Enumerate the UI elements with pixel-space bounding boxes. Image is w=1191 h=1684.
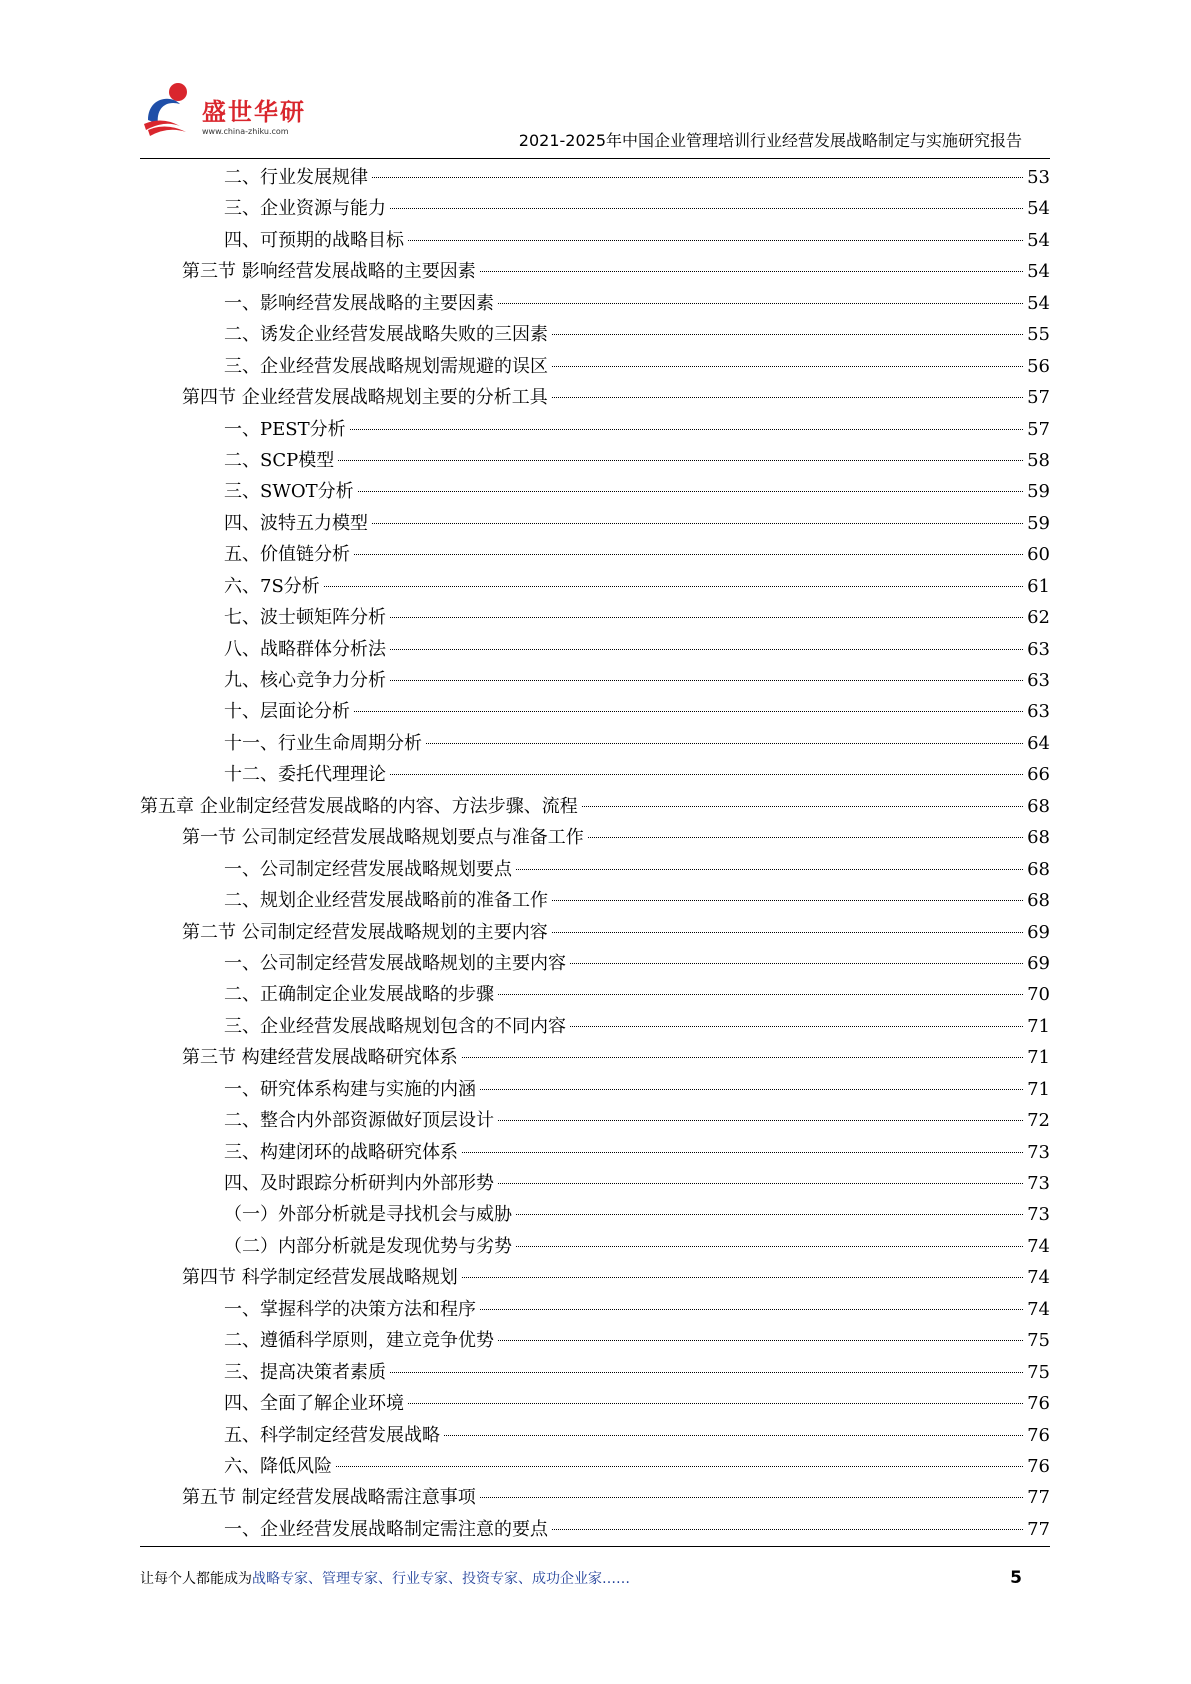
toc-entry-page: 56 [1027, 355, 1050, 377]
toc-entry[interactable] [140, 1514, 1050, 1545]
toc-entry[interactable] [140, 508, 1050, 539]
dot-leader [552, 900, 1023, 901]
dot-leader [552, 932, 1023, 933]
dot-leader [570, 1026, 1023, 1027]
company-logo [140, 80, 320, 142]
toc-entry-page: 57 [1027, 387, 1050, 409]
dot-leader [498, 1183, 1023, 1184]
toc-entry-label: 五、价值链分析 [224, 544, 350, 566]
table-of-contents [140, 162, 1050, 1545]
dot-leader [552, 1529, 1023, 1530]
dot-leader [390, 617, 1023, 618]
toc-entry[interactable] [140, 696, 1050, 727]
toc-entry-label: 一、公司制定经营发展战略规划的主要内容 [224, 952, 566, 974]
dot-leader [462, 1152, 1023, 1153]
footer-slogan-roles: 战略专家、管理专家、行业专家、投资专家、成功企业家…… [252, 1571, 630, 1587]
toc-entry-label: 四、全面了解企业环境 [224, 1393, 404, 1415]
toc-entry-page: 74 [1027, 1267, 1050, 1289]
toc-entry-label: 四、波特五力模型 [224, 512, 368, 534]
dot-leader [498, 303, 1023, 304]
toc-entry-label: 三、构建闭环的战略研究体系 [224, 1141, 458, 1163]
toc-entry-page: 54 [1027, 229, 1050, 251]
toc-entry-label: 三、企业资源与能力 [224, 198, 386, 220]
toc-entry-label: 二、正确制定企业发展战略的步骤 [224, 984, 494, 1006]
dot-leader [354, 554, 1023, 555]
toc-entry-page: 71 [1027, 1015, 1050, 1037]
dot-leader [498, 1340, 1023, 1341]
toc-entry-label: 四、可预期的战略目标 [224, 229, 404, 251]
toc-entry[interactable] [140, 193, 1050, 224]
logo-text: 盛世华研 [202, 98, 306, 126]
toc-entry-label: 一、影响经营发展战略的主要因素 [224, 292, 494, 314]
dot-leader [588, 837, 1023, 838]
toc-entry[interactable] [140, 1482, 1050, 1513]
toc-entry[interactable] [140, 1074, 1050, 1105]
toc-entry-page: 70 [1027, 984, 1050, 1006]
toc-entry[interactable] [140, 1325, 1050, 1356]
dot-leader [552, 397, 1023, 398]
toc-entry-label: 二、SCP模型 [224, 449, 335, 471]
toc-entry-page: 63 [1027, 670, 1050, 691]
toc-entry[interactable] [140, 1105, 1050, 1136]
toc-entry[interactable] [140, 854, 1050, 885]
dot-leader [372, 177, 1023, 178]
toc-entry[interactable] [140, 948, 1050, 979]
toc-entry-label: 二、整合内外部资源做好顶层设计 [224, 1110, 494, 1132]
toc-entry-label: 六、降低风险 [224, 1455, 332, 1477]
toc-entry-page: 73 [1027, 1173, 1050, 1194]
toc-entry-page: 73 [1027, 1204, 1050, 1226]
dot-leader [480, 1497, 1023, 1498]
toc-entry[interactable] [140, 602, 1050, 633]
toc-entry-page: 60 [1027, 544, 1050, 566]
toc-entry-page: 58 [1027, 449, 1050, 471]
page-number: 5 [1010, 1568, 1022, 1588]
toc-entry[interactable] [140, 1262, 1050, 1293]
toc-entry-page: 69 [1027, 952, 1050, 974]
dot-leader [408, 1403, 1023, 1404]
toc-entry[interactable] [140, 791, 1050, 822]
toc-entry-label: 第五节 制定经营发展战略需注意事项 [182, 1487, 476, 1509]
dot-leader [552, 366, 1023, 367]
toc-entry-label: （一）外部分析就是寻找机会与威胁 [224, 1204, 512, 1226]
dot-leader [498, 1120, 1023, 1121]
toc-entry-label: 一、企业经营发展战略制定需注意的要点 [224, 1518, 548, 1540]
toc-entry[interactable] [140, 979, 1050, 1010]
toc-entry-page: 53 [1027, 167, 1050, 188]
toc-entry-page: 71 [1027, 1047, 1050, 1069]
toc-entry[interactable] [140, 445, 1050, 476]
toc-entry-page: 54 [1027, 292, 1050, 314]
toc-entry[interactable] [140, 414, 1050, 445]
dot-leader [390, 1372, 1023, 1373]
toc-entry-page: 75 [1027, 1330, 1050, 1352]
toc-entry[interactable] [140, 634, 1050, 665]
dot-leader [426, 743, 1023, 744]
toc-entry-page: 75 [1027, 1361, 1050, 1383]
toc-entry-page: 66 [1027, 764, 1050, 786]
toc-entry-page: 54 [1027, 198, 1050, 220]
toc-entry-page: 77 [1027, 1487, 1050, 1509]
toc-entry-page: 59 [1027, 512, 1050, 534]
toc-entry[interactable] [140, 1042, 1050, 1073]
toc-entry-label: 一、研究体系构建与实施的内涵 [224, 1078, 476, 1100]
toc-entry[interactable] [140, 885, 1050, 916]
toc-entry[interactable] [140, 665, 1050, 696]
dot-leader [408, 240, 1023, 241]
toc-entry[interactable] [140, 319, 1050, 350]
toc-entry[interactable] [140, 1451, 1050, 1482]
toc-entry-page: 76 [1027, 1424, 1050, 1446]
toc-entry-label: 九、核心竞争力分析 [224, 670, 386, 691]
dot-leader [350, 429, 1024, 430]
toc-entry[interactable] [140, 759, 1050, 790]
toc-entry-page: 68 [1027, 890, 1050, 912]
toc-entry-label: 六、7S分析 [224, 575, 320, 597]
toc-entry-page: 63 [1027, 701, 1050, 723]
toc-entry-label: 一、掌握科学的决策方法和程序 [224, 1298, 476, 1320]
toc-entry-label: 二、行业发展规律 [224, 167, 368, 188]
toc-entry-page: 72 [1027, 1110, 1050, 1132]
toc-entry-page: 64 [1027, 732, 1050, 754]
toc-entry[interactable] [140, 1388, 1050, 1419]
dot-leader [336, 1466, 1023, 1467]
page-header [140, 80, 1050, 155]
toc-entry[interactable] [140, 1137, 1050, 1168]
toc-entry[interactable] [140, 288, 1050, 319]
dot-leader [390, 680, 1023, 681]
dot-leader [462, 1277, 1023, 1278]
toc-entry[interactable] [140, 822, 1050, 853]
toc-entry-page: 54 [1027, 261, 1050, 283]
toc-entry[interactable] [140, 476, 1050, 507]
toc-entry[interactable] [140, 1357, 1050, 1388]
toc-entry[interactable] [140, 382, 1050, 413]
toc-entry-page: 77 [1027, 1518, 1050, 1540]
toc-entry[interactable] [140, 1168, 1050, 1199]
toc-entry-label: 第三节 影响经营发展战略的主要因素 [182, 261, 476, 283]
toc-entry-label: 三、企业经营发展战略规划包含的不同内容 [224, 1015, 566, 1037]
toc-entry-label: 二、诱发企业经营发展战略失败的三因素 [224, 324, 548, 346]
logo-swoosh-icon [140, 80, 200, 142]
toc-entry[interactable] [140, 1294, 1050, 1325]
toc-entry-label: 三、提高决策者素质 [224, 1361, 386, 1383]
toc-entry-page: 62 [1027, 607, 1050, 629]
toc-entry-label: 三、SWOT分析 [224, 481, 354, 503]
toc-entry-page: 63 [1027, 638, 1050, 660]
toc-entry-label: 第四节 企业经营发展战略规划主要的分析工具 [182, 387, 548, 409]
toc-entry[interactable] [140, 1011, 1050, 1042]
page-footer [140, 1568, 1050, 1588]
toc-entry-page: 71 [1027, 1078, 1050, 1100]
toc-entry-page: 59 [1027, 481, 1050, 503]
toc-entry[interactable] [140, 1420, 1050, 1451]
dot-leader [462, 1057, 1023, 1058]
toc-entry[interactable] [140, 256, 1050, 287]
toc-entry[interactable] [140, 571, 1050, 602]
toc-entry-page: 57 [1027, 418, 1050, 440]
dot-leader [390, 649, 1023, 650]
toc-entry[interactable] [140, 351, 1050, 382]
toc-entry-page: 74 [1027, 1298, 1050, 1320]
dot-leader [516, 869, 1023, 870]
toc-entry-page: 76 [1027, 1455, 1050, 1477]
toc-entry-label: 二、规划企业经营发展战略前的准备工作 [224, 890, 548, 912]
dot-leader [338, 460, 1023, 461]
dot-leader [480, 1309, 1023, 1310]
dot-leader [516, 1246, 1023, 1247]
toc-entry-page: 73 [1027, 1141, 1050, 1163]
toc-entry-label: 四、及时跟踪分析研判内外部形势 [224, 1173, 494, 1194]
dot-leader [444, 1435, 1023, 1436]
toc-entry[interactable] [140, 917, 1050, 948]
toc-entry-label: 第一节 公司制定经营发展战略规划要点与准备工作 [182, 827, 584, 849]
toc-entry[interactable] [140, 539, 1050, 570]
toc-entry-page: 68 [1027, 795, 1050, 817]
toc-entry-label: 第二节 公司制定经营发展战略规划的主要内容 [182, 921, 548, 943]
dot-leader [570, 963, 1023, 964]
footer-divider [140, 1546, 1050, 1547]
toc-entry-label: 一、公司制定经营发展战略规划要点 [224, 858, 512, 880]
toc-entry-label: 十一、行业生命周期分析 [224, 732, 422, 754]
toc-entry-page: 55 [1027, 324, 1050, 346]
dot-leader [390, 208, 1023, 209]
header-divider [140, 158, 1050, 159]
toc-entry-page: 76 [1027, 1393, 1050, 1415]
dot-leader [354, 711, 1023, 712]
footer-slogan-prefix: 让每个人都能成为 [140, 1571, 252, 1587]
dot-leader [372, 523, 1023, 524]
toc-entry-page: 69 [1027, 921, 1050, 943]
toc-entry-label: 一、PEST分析 [224, 418, 346, 440]
dot-leader [480, 1089, 1023, 1090]
toc-entry-label: 七、波士顿矩阵分析 [224, 607, 386, 629]
toc-entry-label: 二、遵循科学原则，建立竞争优势 [224, 1330, 494, 1352]
toc-entry-label: 三、企业经营发展战略规划需规避的误区 [224, 355, 548, 377]
toc-entry-page: 61 [1027, 575, 1050, 597]
dot-leader [552, 334, 1023, 335]
toc-entry-label: 十、层面论分析 [224, 701, 350, 723]
logo-url: www.china-zhiku.com [202, 127, 289, 136]
toc-entry-label: 第三节 构建经营发展战略研究体系 [182, 1047, 458, 1069]
dot-leader [582, 806, 1023, 807]
toc-entry-label: 八、战略群体分析法 [224, 638, 386, 660]
dot-leader [324, 586, 1023, 587]
report-title: 2021-2025年中国企业管理培训行业经营发展战略制定与实施研究报告 [518, 131, 1022, 150]
toc-entry[interactable] [140, 728, 1050, 759]
toc-entry[interactable] [140, 1231, 1050, 1262]
dot-leader [516, 1214, 1023, 1215]
toc-entry[interactable] [140, 162, 1050, 193]
dot-leader [358, 491, 1023, 492]
toc-entry-label: （二）内部分析就是发现优势与劣势 [224, 1235, 512, 1257]
toc-entry-label: 五、科学制定经营发展战略 [224, 1424, 440, 1446]
toc-entry[interactable] [140, 1199, 1050, 1230]
toc-entry-page: 74 [1027, 1235, 1050, 1257]
dot-leader [390, 774, 1023, 775]
toc-entry-page: 68 [1027, 827, 1050, 849]
toc-entry-label: 第四节 科学制定经营发展战略规划 [182, 1267, 458, 1289]
toc-entry-page: 68 [1027, 858, 1050, 880]
dot-leader [480, 271, 1023, 272]
dot-leader [498, 994, 1023, 995]
toc-entry-label: 第五章 企业制定经营发展战略的内容、方法步骤、流程 [140, 795, 578, 817]
toc-entry[interactable] [140, 225, 1050, 256]
toc-entry-label: 十二、委托代理理论 [224, 764, 386, 786]
